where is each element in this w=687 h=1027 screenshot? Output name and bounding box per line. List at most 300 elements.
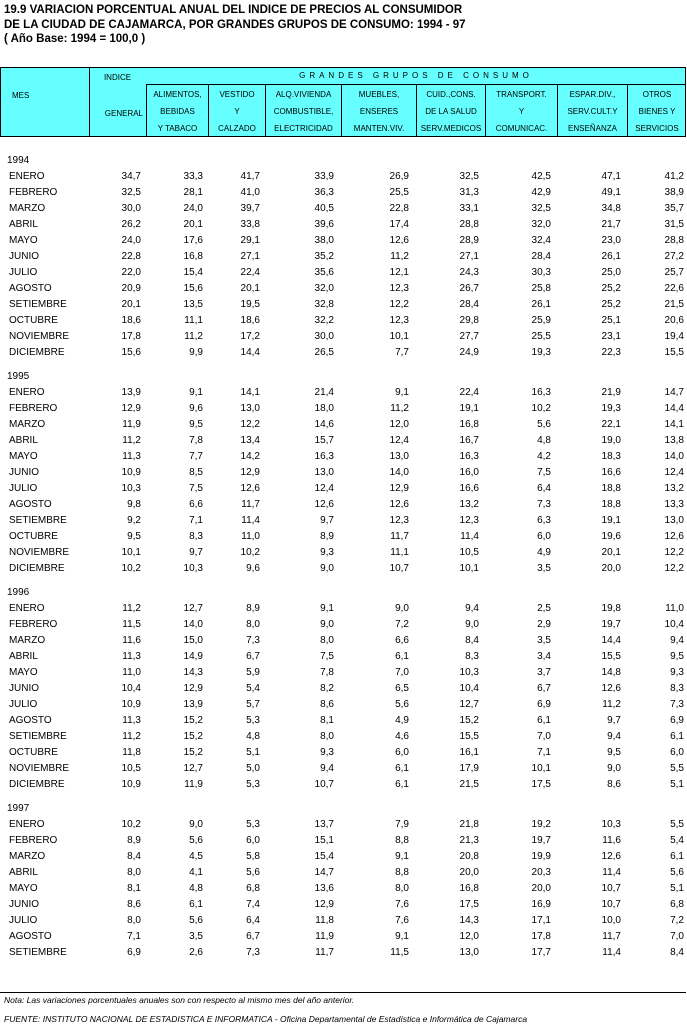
header-col-4: MUEBLES,: [358, 90, 400, 99]
value-cell: 19,6: [601, 531, 621, 542]
year-row: [0, 153, 686, 169]
spacer-cell: [0, 793, 686, 801]
value-cell: 36,3: [314, 187, 334, 198]
value-cell: 17,9: [459, 763, 479, 774]
value-cell: 26,1: [601, 251, 621, 262]
value-cell: 25,5: [531, 331, 551, 342]
value-cell: 9,3: [320, 547, 334, 558]
value-cell: 28,1: [183, 187, 203, 198]
value-cell: 18,6: [240, 315, 260, 326]
value-cell: 14,4: [664, 403, 684, 414]
value-cell: 13,8: [664, 435, 684, 446]
value-cell: 24,9: [459, 347, 479, 358]
value-cell: 5,5: [670, 819, 684, 830]
value-cell: 12,7: [183, 763, 203, 774]
value-cell: 15,6: [183, 283, 203, 294]
value-cell: 38,0: [314, 235, 334, 246]
value-cell: 8,6: [607, 779, 621, 790]
value-cell: 15,0: [183, 635, 203, 646]
value-cell: 12,0: [389, 419, 409, 430]
value-cell: 9,5: [189, 419, 203, 430]
value-cell: 6,5: [395, 683, 409, 694]
value-cell: 10,3: [459, 667, 479, 678]
value-cell: 32,0: [531, 219, 551, 230]
value-cell: 7,1: [189, 515, 203, 526]
table-row: [0, 497, 686, 513]
month-cell: JUNIO: [9, 467, 39, 478]
value-cell: 11,3: [122, 451, 141, 462]
value-cell: 16,0: [459, 467, 479, 478]
value-cell: 9,5: [607, 747, 621, 758]
header-col-4: MANTEN.VIV.: [353, 124, 405, 133]
value-cell: 42,5: [531, 171, 551, 182]
value-cell: 8,3: [465, 651, 479, 662]
value-cell: 12,6: [601, 683, 621, 694]
value-cell: 4,6: [395, 731, 409, 742]
header-col-5: DE LA SALUD: [425, 107, 477, 116]
value-cell: 13,9: [183, 699, 203, 710]
title-line-1: 19.9 VARIACION PORCENTUAL ANUAL DEL INDICE DE PRECIOS AL CONSUMIDOR: [4, 4, 463, 16]
value-cell: 16,6: [459, 483, 479, 494]
table-row: [0, 681, 686, 697]
month-cell: ENERO: [9, 819, 45, 830]
value-cell: 33,8: [240, 219, 260, 230]
table-row: [0, 329, 686, 345]
value-cell: 11,3: [122, 715, 141, 726]
value-cell: 11,9: [122, 419, 141, 430]
value-cell: 8,2: [320, 683, 334, 694]
value-cell: 11,3: [122, 651, 141, 662]
value-cell: 5,1: [670, 883, 684, 894]
value-cell: 10,2: [240, 547, 260, 558]
value-cell: 7,6: [395, 899, 409, 910]
value-cell: 9,4: [320, 763, 334, 774]
value-cell: 10,5: [459, 547, 479, 558]
value-cell: 39,7: [240, 203, 260, 214]
value-cell: 11,4: [460, 531, 479, 542]
table-row: [0, 481, 686, 497]
header-col-3: ELECTRICIDAD: [274, 124, 333, 133]
value-cell: 4,9: [395, 715, 409, 726]
value-cell: 12,6: [240, 483, 260, 494]
value-cell: 33,9: [314, 171, 334, 182]
value-cell: 9,7: [607, 715, 621, 726]
value-cell: 14,7: [664, 387, 684, 398]
value-cell: 25,5: [389, 187, 409, 198]
value-cell: 14,0: [183, 619, 203, 630]
value-cell: 12,3: [459, 515, 479, 526]
grandes-grupos-label: GRANDES GRUPOS DE CONSUMO: [299, 71, 533, 80]
value-cell: 9,0: [320, 563, 334, 574]
value-cell: 7,5: [537, 467, 551, 478]
value-cell: 24,3: [459, 267, 479, 278]
value-cell: 5,6: [246, 867, 260, 878]
month-cell: DICIEMBRE: [9, 779, 65, 790]
month-cell: SETIEMBRE: [9, 947, 67, 958]
value-cell: 10,2: [121, 819, 141, 830]
value-cell: 15,1: [314, 835, 334, 846]
table-row: [0, 529, 686, 545]
value-cell: 11,6: [602, 835, 621, 846]
value-cell: 6,0: [537, 531, 551, 542]
value-cell: 9,6: [246, 563, 260, 574]
value-cell: 11,2: [390, 403, 409, 414]
value-cell: 12,9: [121, 403, 141, 414]
value-cell: 4,2: [537, 451, 551, 462]
value-cell: 21,5: [664, 299, 684, 310]
month-cell: JUNIO: [9, 899, 39, 910]
table-row: [0, 185, 686, 201]
year-label: 1997: [7, 803, 30, 814]
table-row: [0, 313, 686, 329]
value-cell: 4,8: [189, 883, 203, 894]
value-cell: 9,0: [465, 619, 479, 630]
value-cell: 6,1: [395, 651, 409, 662]
value-cell: 10,9: [121, 467, 141, 478]
value-cell: 34,8: [601, 203, 621, 214]
value-cell: 29,8: [459, 315, 479, 326]
value-cell: 20,3: [531, 867, 551, 878]
value-cell: 33,1: [459, 203, 479, 214]
value-cell: 34,7: [121, 171, 141, 182]
value-cell: 12,0: [459, 931, 479, 942]
value-cell: 28,4: [531, 251, 551, 262]
month-cell: MAYO: [9, 451, 38, 462]
month-cell: ABRIL: [9, 867, 38, 878]
value-cell: 9,0: [607, 763, 621, 774]
header-col-1: Y TABACO: [157, 124, 198, 133]
value-cell: 25,9: [531, 315, 551, 326]
value-cell: 8,6: [320, 699, 334, 710]
value-cell: 11,2: [390, 251, 409, 262]
value-cell: 21,5: [459, 779, 479, 790]
value-cell: 9,9: [189, 347, 203, 358]
data-table: [0, 153, 686, 961]
value-cell: 11,7: [241, 499, 260, 510]
month-cell: ABRIL: [9, 435, 38, 446]
table-row: [0, 281, 686, 297]
value-cell: 6,8: [670, 899, 684, 910]
value-cell: 6,4: [246, 915, 260, 926]
value-cell: 10,3: [121, 483, 141, 494]
value-cell: 8,0: [246, 619, 260, 630]
value-cell: 11,7: [390, 531, 409, 542]
month-cell: MARZO: [9, 203, 46, 214]
value-cell: 12,6: [314, 499, 334, 510]
value-cell: 7,9: [395, 819, 409, 830]
value-cell: 19,5: [240, 299, 260, 310]
value-cell: 9,1: [395, 387, 409, 398]
value-cell: 30,0: [121, 203, 141, 214]
header-col-2: Y: [234, 107, 240, 116]
value-cell: 5,3: [246, 779, 260, 790]
value-cell: 12,3: [389, 283, 409, 294]
month-cell: AGOSTO: [9, 499, 52, 510]
value-cell: 15,4: [314, 851, 334, 862]
value-cell: 12,7: [459, 699, 479, 710]
table-row: [0, 297, 686, 313]
table-row: [0, 417, 686, 433]
value-cell: 6,1: [395, 763, 409, 774]
value-cell: 6,7: [246, 651, 260, 662]
value-cell: 25,2: [601, 299, 621, 310]
value-cell: 7,5: [320, 651, 334, 662]
value-cell: 7,0: [670, 931, 684, 942]
value-cell: 7,1: [127, 931, 141, 942]
value-cell: 5,5: [670, 763, 684, 774]
value-cell: 20,1: [240, 283, 260, 294]
value-cell: 11,7: [602, 931, 621, 942]
value-cell: 2,9: [537, 619, 551, 630]
value-cell: 14,9: [183, 651, 203, 662]
value-cell: 25,1: [601, 315, 621, 326]
value-cell: 12,2: [240, 419, 260, 430]
value-cell: 6,1: [395, 779, 409, 790]
value-cell: 47,1: [601, 171, 621, 182]
month-cell: ENERO: [9, 603, 45, 614]
value-cell: 6,9: [127, 947, 141, 958]
value-cell: 13,0: [240, 403, 260, 414]
value-cell: 19,2: [531, 819, 551, 830]
value-cell: 12,6: [389, 235, 409, 246]
value-cell: 17,5: [531, 779, 551, 790]
value-cell: 16,8: [459, 419, 479, 430]
value-cell: 8,8: [395, 867, 409, 878]
value-cell: 16,6: [601, 467, 621, 478]
month-cell: ABRIL: [9, 651, 38, 662]
value-cell: 16,3: [314, 451, 334, 462]
value-cell: 10,7: [314, 779, 334, 790]
value-cell: 14,4: [601, 635, 621, 646]
table-row: [0, 401, 686, 417]
spacer-row: [0, 793, 686, 801]
value-cell: 25,2: [601, 283, 621, 294]
value-cell: 11,4: [602, 867, 621, 878]
value-cell: 9,0: [395, 603, 409, 614]
value-cell: 10,0: [601, 915, 621, 926]
value-cell: 8,3: [670, 683, 684, 694]
value-cell: 20,8: [459, 851, 479, 862]
value-cell: 25,7: [664, 267, 684, 278]
value-cell: 9,7: [320, 515, 334, 526]
value-cell: 11,9: [315, 931, 334, 942]
value-cell: 7,6: [395, 915, 409, 926]
header-col-4: ENSERES: [359, 107, 399, 116]
value-cell: 17,7: [531, 947, 551, 958]
value-cell: 15,6: [121, 347, 141, 358]
value-cell: 9,3: [670, 667, 684, 678]
value-cell: 10,2: [121, 563, 141, 574]
header-col-1: ALIMENTOS,: [153, 90, 202, 99]
value-cell: 12,6: [601, 851, 621, 862]
value-cell: 3,7: [537, 667, 551, 678]
value-cell: 22,8: [121, 251, 141, 262]
table-bottom-rule: [0, 992, 686, 993]
year-row: [0, 801, 686, 817]
value-cell: 5,4: [670, 835, 684, 846]
month-cell: MARZO: [9, 419, 46, 430]
table-row: [0, 449, 686, 465]
table-row: [0, 881, 686, 897]
header-indice-general: GENERAL: [104, 109, 143, 118]
value-cell: 18,0: [314, 403, 334, 414]
value-cell: 20,9: [121, 283, 141, 294]
value-cell: 12,9: [314, 899, 334, 910]
value-cell: 32,4: [531, 235, 551, 246]
table-row: [0, 745, 686, 761]
value-cell: 17,6: [183, 235, 203, 246]
table-row: [0, 761, 686, 777]
value-cell: 12,9: [240, 467, 260, 478]
value-cell: 35,2: [314, 251, 334, 262]
table-row: [0, 233, 686, 249]
value-cell: 7,0: [537, 731, 551, 742]
header-col-7: ESPAR.DIV.,: [569, 90, 616, 99]
value-cell: 18,6: [121, 315, 141, 326]
value-cell: 13,5: [183, 299, 203, 310]
table-row: [0, 513, 686, 529]
value-cell: 5,4: [246, 683, 260, 694]
value-cell: 7,7: [189, 451, 203, 462]
header-col-6: COMUNICAC.: [495, 124, 548, 133]
value-cell: 6,6: [395, 635, 409, 646]
value-cell: 11,2: [602, 699, 621, 710]
value-cell: 32,8: [314, 299, 334, 310]
value-cell: 8,1: [320, 715, 334, 726]
table-row: [0, 897, 686, 913]
value-cell: 13,0: [389, 451, 409, 462]
value-cell: 16,1: [459, 747, 479, 758]
value-cell: 14,0: [389, 467, 409, 478]
value-cell: 8,0: [320, 635, 334, 646]
value-cell: 16,7: [459, 435, 479, 446]
value-cell: 12,4: [389, 435, 409, 446]
value-cell: 8,1: [127, 883, 141, 894]
value-cell: 26,7: [459, 283, 479, 294]
value-cell: 10,1: [459, 563, 479, 574]
table-row: [0, 649, 686, 665]
month-cell: ENERO: [9, 387, 45, 398]
value-cell: 7,2: [670, 915, 684, 926]
value-cell: 18,3: [601, 451, 621, 462]
value-cell: 4,8: [537, 435, 551, 446]
table-row: [0, 265, 686, 281]
header-col-6: TRANSPORT.: [496, 90, 547, 99]
value-cell: 30,3: [531, 267, 551, 278]
value-cell: 10,4: [459, 683, 479, 694]
value-cell: 10,3: [601, 819, 621, 830]
month-cell: OCTUBRE: [9, 747, 58, 758]
value-cell: 14,6: [314, 419, 334, 430]
value-cell: 17,8: [121, 331, 141, 342]
value-cell: 20,6: [664, 315, 684, 326]
value-cell: 16,3: [531, 387, 551, 398]
value-cell: 30,0: [314, 331, 334, 342]
value-cell: 6,1: [670, 731, 684, 742]
value-cell: 11,0: [241, 531, 260, 542]
value-cell: 20,0: [531, 883, 551, 894]
value-cell: 18,8: [601, 499, 621, 510]
table-row: [0, 713, 686, 729]
value-cell: 14,1: [240, 387, 260, 398]
value-cell: 35,7: [664, 203, 684, 214]
month-cell: JULIO: [9, 267, 38, 278]
value-cell: 7,0: [395, 667, 409, 678]
value-cell: 22,4: [459, 387, 479, 398]
value-cell: 21,3: [459, 835, 479, 846]
month-cell: JULIO: [9, 699, 38, 710]
table-row: [0, 817, 686, 833]
month-cell: FEBRERO: [9, 619, 58, 630]
value-cell: 11,9: [184, 779, 203, 790]
value-cell: 12,2: [389, 299, 409, 310]
value-cell: 29,1: [240, 235, 260, 246]
value-cell: 10,1: [121, 547, 141, 558]
month-cell: JUNIO: [9, 251, 39, 262]
value-cell: 25,0: [601, 267, 621, 278]
value-cell: 9,0: [189, 819, 203, 830]
value-cell: 9,2: [127, 515, 141, 526]
value-cell: 3,5: [189, 931, 203, 942]
grupos-underline: [146, 84, 686, 85]
year-row: [0, 585, 686, 601]
value-cell: 20,1: [601, 547, 621, 558]
value-cell: 12,4: [314, 483, 334, 494]
table-row: [0, 697, 686, 713]
value-cell: 12,2: [664, 563, 684, 574]
value-cell: 41,7: [240, 171, 260, 182]
table-row: [0, 865, 686, 881]
header-col-3: COMBUSTIBLE,: [273, 107, 334, 116]
value-cell: 5,8: [246, 851, 260, 862]
value-cell: 5,6: [395, 699, 409, 710]
table-row: [0, 601, 686, 617]
value-cell: 10,9: [121, 699, 141, 710]
value-cell: 32,5: [459, 171, 479, 182]
header-indice-general: INDICE: [103, 73, 132, 82]
value-cell: 15,2: [459, 715, 479, 726]
value-cell: 21,7: [601, 219, 621, 230]
value-cell: 15,5: [664, 347, 684, 358]
value-cell: 15,7: [314, 435, 334, 446]
value-cell: 9,1: [395, 851, 409, 862]
value-cell: 5,1: [670, 779, 684, 790]
value-cell: 15,2: [183, 731, 203, 742]
month-cell: MARZO: [9, 635, 46, 646]
header-col-7: ENSEÑANZA: [568, 124, 617, 133]
value-cell: 7,3: [246, 947, 260, 958]
value-cell: 11,1: [184, 315, 203, 326]
value-cell: 9,5: [127, 531, 141, 542]
value-cell: 3,4: [537, 651, 551, 662]
value-cell: 21,8: [459, 819, 479, 830]
value-cell: 5,7: [246, 699, 260, 710]
value-cell: 11,5: [390, 947, 409, 958]
value-cell: 11,0: [122, 667, 141, 678]
value-cell: 26,2: [121, 219, 141, 230]
month-cell: NOVIEMBRE: [9, 547, 70, 558]
value-cell: 6,0: [246, 835, 260, 846]
title-line-3: ( Año Base: 1994 = 100,0 ): [4, 33, 146, 45]
value-cell: 9,1: [320, 603, 334, 614]
value-cell: 13,0: [664, 515, 684, 526]
value-cell: 19,4: [664, 331, 684, 342]
value-cell: 7,2: [395, 619, 409, 630]
table-row: [0, 617, 686, 633]
value-cell: 32,5: [531, 203, 551, 214]
value-cell: 12,9: [183, 683, 203, 694]
table-row: [0, 777, 686, 793]
